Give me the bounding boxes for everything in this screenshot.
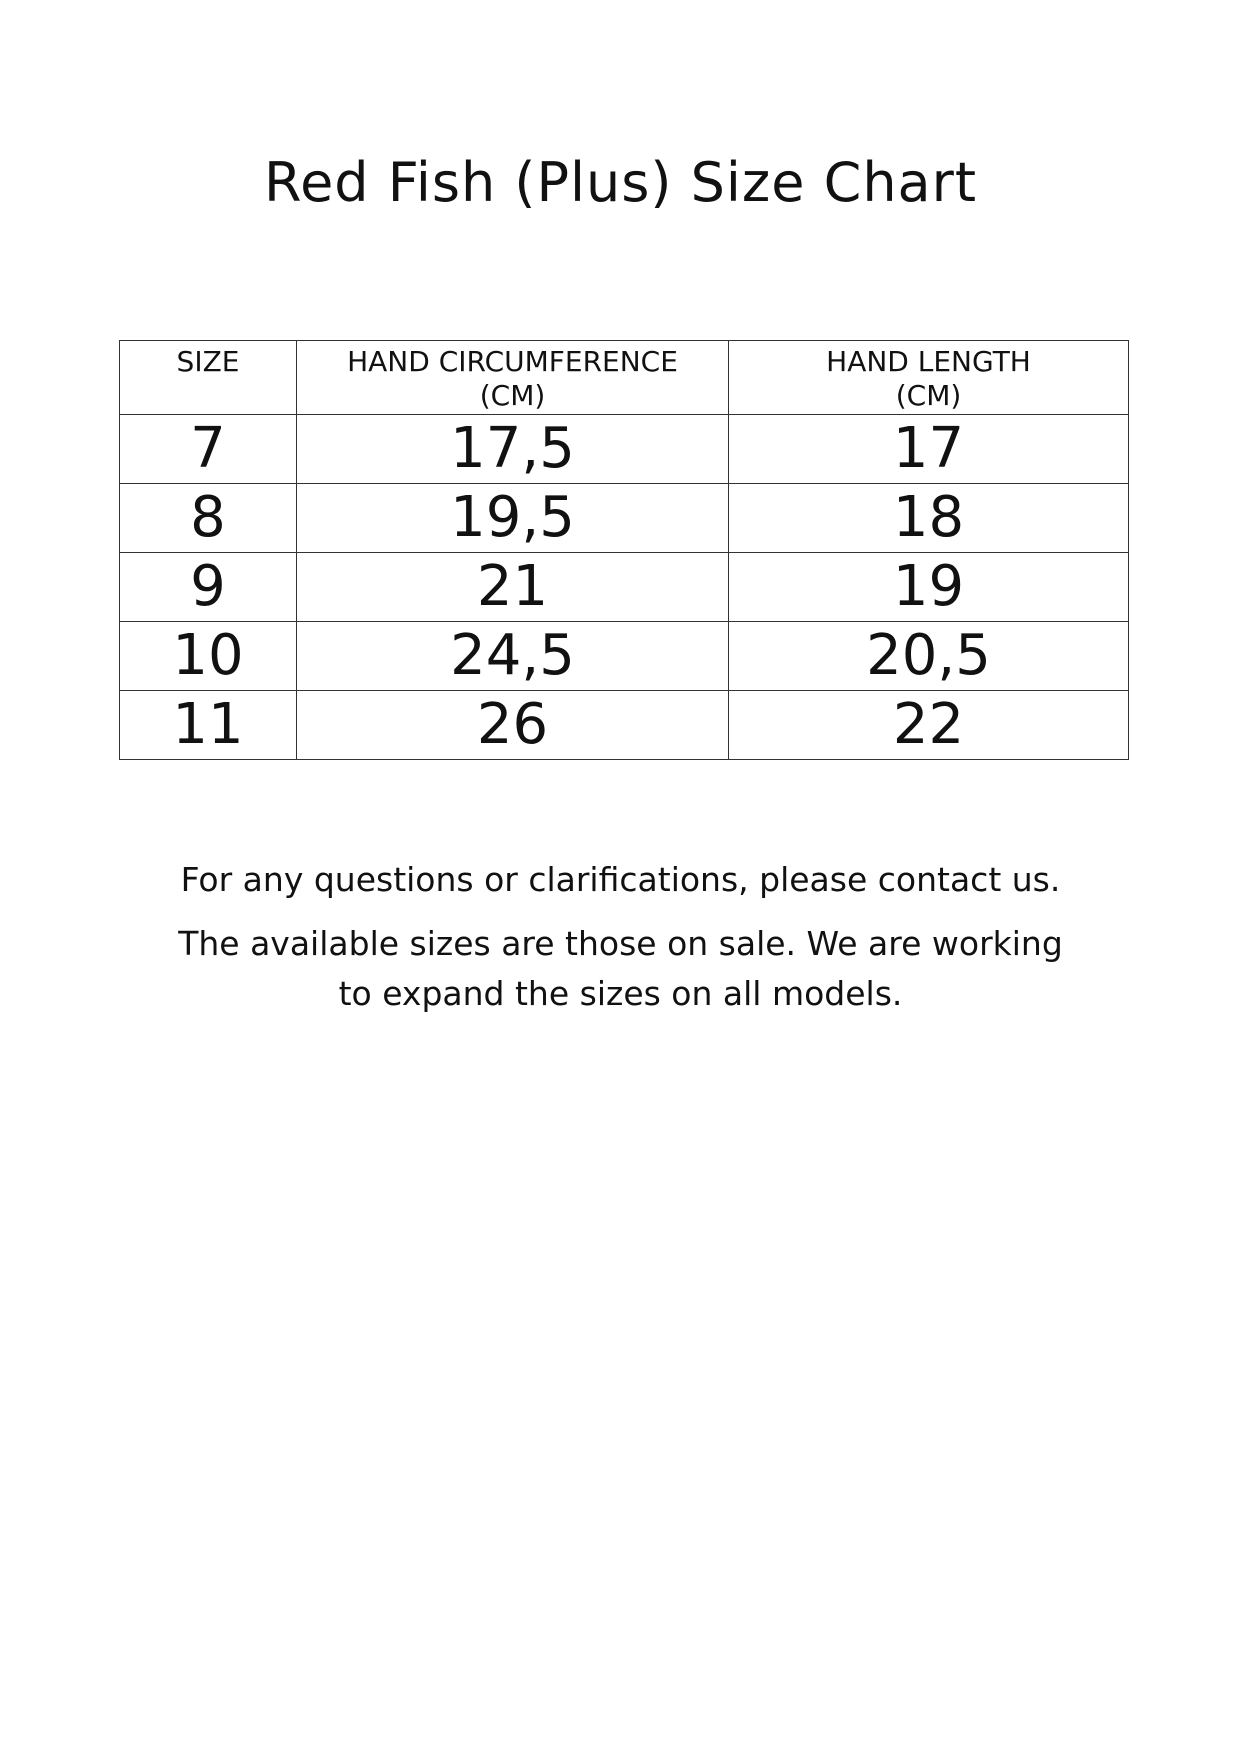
page-title: Red Fish (Plus) Size Chart [263,151,978,214]
cell-circumference: 17,5 [297,415,729,484]
cell-size: 10 [120,622,297,691]
header-length-label: HAND LENGTH [826,345,1031,378]
cell-circumference: 19,5 [297,484,729,553]
availability-note-line2: to expand the sizes on all models. [338,974,903,1013]
cell-size: 7 [120,415,297,484]
table-row [120,484,1129,553]
size-chart-table [119,340,1129,760]
header-circumference-label: HAND CIRCUMFERENCE [347,345,678,378]
header-hand-circumference [297,341,729,415]
cell-circumference: 21 [297,553,729,622]
table-row [120,622,1129,691]
notes-section [0,855,1241,1033]
table-row [120,415,1129,484]
header-size-label: SIZE [176,345,240,378]
cell-length: 22 [729,691,1129,760]
cell-size: 9 [120,553,297,622]
header-hand-length [729,341,1129,415]
cell-size: 8 [120,484,297,553]
header-size [120,341,297,415]
table-row [120,691,1129,760]
header-length-unit: (CM) [895,379,962,412]
cell-circumference: 26 [297,691,729,760]
availability-note-line1: The available sizes are those on sale. We are working [178,924,1063,963]
cell-size: 11 [120,691,297,760]
table-header-row [120,341,1129,415]
contact-note: For any questions or clarifications, please contact us. [180,860,1061,899]
cell-circumference: 24,5 [297,622,729,691]
header-circumference-unit: (CM) [479,379,546,412]
table-row [120,553,1129,622]
cell-length: 18 [729,484,1129,553]
cell-length: 20,5 [729,622,1129,691]
cell-length: 17 [729,415,1129,484]
cell-length: 19 [729,553,1129,622]
availability-note [0,919,1241,1019]
